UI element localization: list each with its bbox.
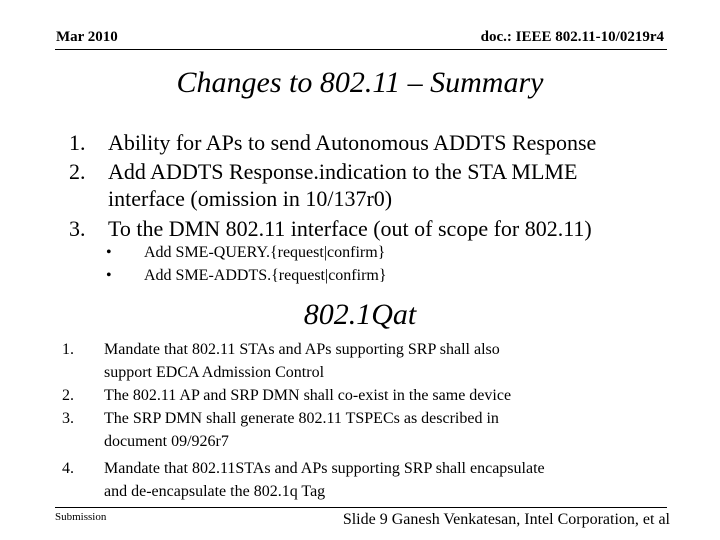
qat-item-text-continued: and de-encapsulate the 802.1q Tag	[104, 483, 326, 500]
qat-item-4	[62, 457, 682, 503]
header-doc-id: doc.: IEEE 802.11-10/0219r4	[480, 29, 664, 45]
change-item-3	[69, 216, 669, 241]
qat-item-text: Mandate that 802.11STAs and APs supporting SRP shall encapsulate	[104, 460, 545, 477]
slide-title: Changes to 802.11 – Summary	[176, 66, 544, 99]
qat-item-text: The SRP DMN shall generate 802.11 TSPECs as described in	[104, 410, 499, 427]
bullet-icon: •	[106, 267, 112, 284]
qat-item-number: 2.	[62, 387, 74, 404]
change-item-text: To the DMN 802.11 interface (out of scope for 802.11)	[108, 216, 592, 241]
footer-info	[343, 511, 670, 529]
header-divider	[55, 49, 667, 50]
change-item-text-continued: interface (omission in 10/137r0)	[108, 186, 393, 211]
header-date: Mar 2010	[56, 29, 118, 45]
qat-item-text-continued: support EDCA Admission Control	[104, 364, 325, 381]
footer-slide-number: Slide 9	[342, 511, 388, 528]
sub-bullet-1	[106, 243, 506, 263]
sub-bullet-text: Add SME-QUERY.{request|confirm}	[144, 244, 386, 261]
sub-bullet-2	[106, 266, 506, 286]
footer-author: Ganesh Venkatesan, Intel Corporation, et al	[391, 511, 670, 528]
qat-item-text-continued: document 09/926r7	[104, 433, 229, 450]
qat-item-number: 1.	[62, 341, 74, 358]
change-item-text: Ability for APs to send Autonomous ADDTS Response	[108, 130, 597, 155]
qat-item-2	[62, 384, 682, 407]
change-item-2	[69, 159, 669, 209]
qat-item-3	[62, 407, 682, 453]
sub-bullet-text: Add SME-ADDTS.{request|confirm}	[144, 267, 387, 284]
change-item-number: 2.	[69, 159, 86, 184]
bullet-icon: •	[106, 244, 112, 261]
qat-item-text: The 802.11 AP and SRP DMN shall co-exist in the same device	[104, 387, 512, 404]
qat-item-number: 4.	[62, 460, 74, 477]
section-title: 802.1Qat	[303, 298, 417, 331]
change-item-number: 1.	[69, 130, 86, 155]
footer-submission: Submission	[55, 511, 107, 523]
footer-divider	[55, 507, 667, 508]
change-item-text: Add ADDTS Response.indication to the STA MLME	[108, 159, 578, 184]
change-item-1	[69, 130, 669, 155]
qat-item-text: Mandate that 802.11 STAs and APs supporting SRP shall also	[104, 341, 500, 358]
qat-item-1	[62, 338, 682, 384]
qat-item-number: 3.	[62, 410, 74, 427]
change-item-number: 3.	[69, 216, 86, 241]
